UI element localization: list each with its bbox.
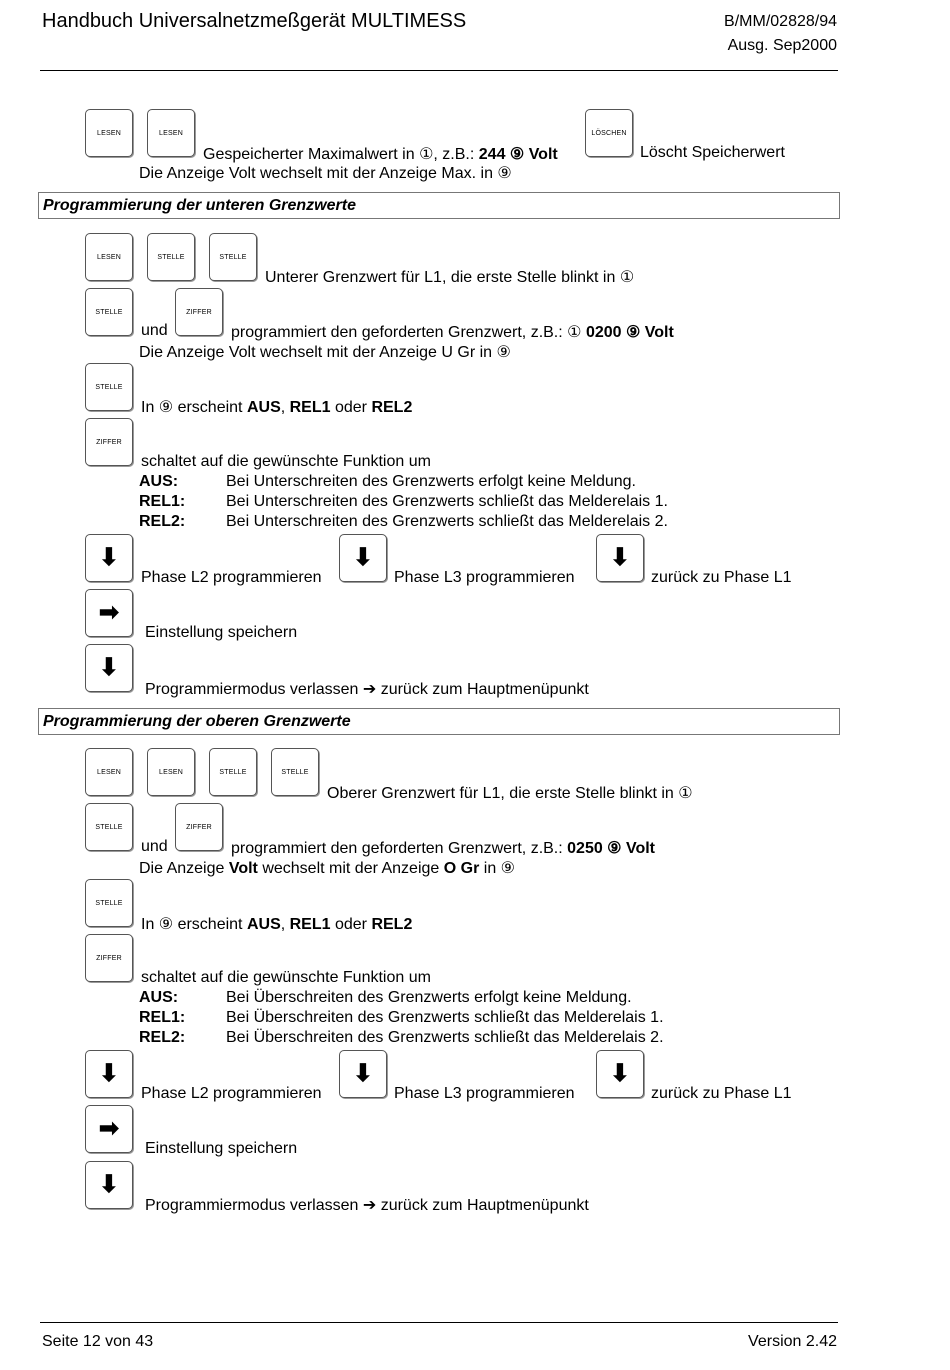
option-text-rel1: Bei Unterschreiten des Grenzwerts schließt das Melderelais 1. — [226, 493, 668, 510]
ziffer-key: ZIFFER — [85, 934, 133, 982]
down-arrow-key: ⬇ — [85, 534, 133, 582]
down-arrow-key: ⬇ — [85, 1050, 133, 1098]
lower-display-note: Die Anzeige Volt wechselt mit der Anzeige U Gr in ⑨ — [139, 344, 511, 361]
down-arrow-key: ⬇ — [596, 534, 644, 582]
section-heading-upper: Programmierung der oberen Grenzwerte — [38, 708, 840, 735]
down-arrow-key: ⬇ — [85, 1161, 133, 1209]
stelle-key: STELLE — [271, 748, 319, 796]
phase-l2-text: Phase L2 programmieren — [141, 569, 322, 586]
phase-l3-text: Phase L3 programmieren — [394, 569, 575, 586]
upper-step1-text: Oberer Grenzwert für L1, die erste Stelle blinkt in ① — [327, 785, 693, 802]
loeschen-key: LÖSCHEN — [585, 109, 633, 157]
lesen-key: LESEN — [85, 748, 133, 796]
stelle-key: STELLE — [147, 233, 195, 281]
down-arrow-key: ⬇ — [596, 1050, 644, 1098]
lesen-key: LESEN — [85, 233, 133, 281]
ziffer-key: ZIFFER — [175, 803, 223, 851]
phase-l3-text: Phase L3 programmieren — [394, 1085, 575, 1102]
save-setting-text: Einstellung speichern — [145, 1140, 298, 1157]
option-text-aus: Bei Unterschreiten des Grenzwerts erfolgt keine Meldung. — [226, 473, 636, 490]
footer-divider — [40, 1322, 838, 1323]
lesen-key: LESEN — [85, 109, 133, 157]
und-text: und — [141, 838, 168, 855]
option-label-rel1: REL1: — [139, 1009, 186, 1026]
stelle-key: STELLE — [85, 288, 133, 336]
stelle-key: STELLE — [85, 803, 133, 851]
right-arrow-key: ➡ — [85, 589, 133, 637]
phase-l2-text: Phase L2 programmieren — [141, 1085, 322, 1102]
option-label-aus: AUS: — [139, 989, 179, 1006]
right-arrow-key: ➡ — [85, 1105, 133, 1153]
upper-display-note: Die Anzeige Volt wechselt mit der Anzeige O Gr in ⑨ — [139, 860, 515, 877]
max-display-note: Die Anzeige Volt wechselt mit der Anzeige Max. in ⑨ — [139, 165, 512, 182]
option-label-rel2: REL2: — [139, 513, 186, 530]
option-label-rel1: REL1: — [139, 493, 186, 510]
edition: Ausg. Sep2000 — [727, 37, 837, 54]
down-arrow-key: ⬇ — [339, 1050, 387, 1098]
upper-step2-text: programmiert den geforderten Grenzwert, z.B.: 0250 ⑨ Volt — [231, 840, 655, 857]
ziffer-key: ZIFFER — [85, 418, 133, 466]
upper-step4-text: schaltet auf die gewünschte Funktion um — [141, 969, 431, 986]
stelle-key: STELLE — [209, 748, 257, 796]
lesen-key: LESEN — [147, 748, 195, 796]
option-text-rel1: Bei Überschreiten des Grenzwerts schließt das Melderelais 1. — [226, 1009, 664, 1026]
upper-step3-text: In ⑨ erscheint AUS, REL1 oder REL2 — [141, 916, 413, 933]
und-text: und — [141, 322, 168, 339]
version: Version 2.42 — [748, 1333, 837, 1350]
exit-programming-text: Programmiermodus verlassen ➔ zurück zum Hauptmenüpunkt — [145, 1197, 589, 1214]
lower-step4-text: schaltet auf die gewünschte Funktion um — [141, 453, 431, 470]
stelle-key: STELLE — [209, 233, 257, 281]
option-label-aus: AUS: — [139, 473, 179, 490]
ziffer-key: ZIFFER — [175, 288, 223, 336]
document-title: Handbuch Universalnetzmeßgerät MULTIMESS — [42, 10, 467, 32]
lower-step1-text: Unterer Grenzwert für L1, die erste Stelle blinkt in ① — [265, 269, 635, 286]
option-label-rel2: REL2: — [139, 1029, 186, 1046]
down-arrow-key: ⬇ — [85, 644, 133, 692]
stelle-key: STELLE — [85, 363, 133, 411]
save-setting-text: Einstellung speichern — [145, 624, 298, 641]
lower-step3-text: In ⑨ erscheint AUS, REL1 oder REL2 — [141, 399, 413, 416]
section-heading-lower: Programmierung der unteren Grenzwerte — [38, 192, 840, 219]
option-text-rel2: Bei Überschreiten des Grenzwerts schließt das Melderelais 2. — [226, 1029, 664, 1046]
option-text-rel2: Bei Unterschreiten des Grenzwerts schließt das Melderelais 2. — [226, 513, 668, 530]
option-text-aus: Bei Überschreiten des Grenzwerts erfolgt keine Meldung. — [226, 989, 632, 1006]
down-arrow-key: ⬇ — [339, 534, 387, 582]
stelle-key: STELLE — [85, 879, 133, 927]
max-value-text: Gespeicherter Maximalwert in ①, z.B.: 244 ⑨ Volt — [203, 146, 558, 163]
back-to-l1-text: zurück zu Phase L1 — [651, 569, 792, 586]
header-divider — [40, 70, 838, 71]
lower-step2-text: programmiert den geforderten Grenzwert, z.B.: ① 0200 ⑨ Volt — [231, 324, 674, 341]
back-to-l1-text: zurück zu Phase L1 — [651, 1085, 792, 1102]
lesen-key: LESEN — [147, 109, 195, 157]
page-number: Seite 12 von 43 — [42, 1333, 154, 1350]
document-id: B/MM/02828/94 — [724, 13, 837, 30]
exit-programming-text: Programmiermodus verlassen ➔ zurück zum Hauptmenüpunkt — [145, 681, 589, 698]
loeschen-description: Löscht Speicherwert — [640, 144, 785, 161]
